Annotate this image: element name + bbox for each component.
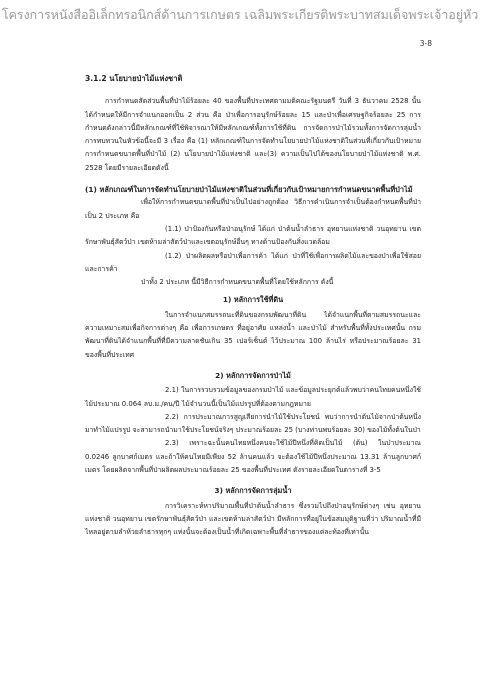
watershed-paragraph: การวิเคราะห์หาปริมาณพื้นที่ป่าต้นน้ำลำธาร ซึ่งรวมไปถึงป่าอนุรักษ์ต่างๆ เช่น อุทยานแห่งชาติ วนอุทยาน เขตรักษาพันธุ์สัตว์ป่า และเขตห้ามล่าสัตว์ป่า มีหลักการที่อยู่ในข้อสมมุติฐานที่ว่า ปริมาณน้ำที่มีไหลอยู่ตามลำห้วยลำธารทุกๆ แห่งนั้นจะต้องเป็นน้ำที่เกิดเฉพาะพื้นที่ลำธารของแต่ละท้องที่เท่านั้น [85, 501, 421, 537]
document-header: โครงการหนังสืออิเล็กทรอนิกส์ด้านการเกษตร เฉลิมพระเกียรติพระบาทสมเด็จพระเจ้าอยู่หัว [1, 7, 479, 22]
land-use-heading: 1) หลักการใช้ที่ดิน [222, 295, 284, 305]
criteria-item-protection-forest: (1.1) ป่าป้องกันหรือป่าอนุรักษ์ ได้แก่ ป่าต้นน้ำลำธาร อุทยานแห่งชาติ วนอุทยาน เขตรักษาพันธุ์สัตว์ป่า เขตห้ามล่าสัตว์ป่าและเขตอนุรักษ์อื่นๆ ทางด้านป้องกันสิ่งแวดล้อม [85, 224, 421, 247]
forest-management-point-2-3: 2.3) เพราะฉะนั้นคนไทยหนึ่งคนจะใช้ไม้ปีหนึ่งที่คิดเป็นไม้ (ต้น) ในป่าประมาณ 0.0246 ลูกบาศก์เมตร และถ้าให้คนไทยมีเพียง 52 ล้านคนแล้ว จะต้องใช้ไม้ปีหนึ่งประมาณ 13.31 ล้านลูกบาศก์เมตร โดยผลิตจากพื้นที่ป่าผลิตผลประมาณร้อยละ 25 ของพื้นที่ประเทศ ดังรายละเอียดในตารางที่ 3-5 [85, 439, 421, 475]
forest-management-point-2-1: 2.1) ในการรวบรวมข้อมูลของกรมป่าไม้ และข้อมูลประยุกต์แล้วพบว่าคนไทยคนหนึ่งใช้ไม้ประมาณ 0.064 ลบ.ม./คน/ปี ไม้จำนวนนี้เป็นไม้แปรรูปที่ต้องตามกฎหมาย [85, 386, 421, 408]
page-body [85, 72, 421, 540]
forest-management-point-2-2: 2.2) การประมาณการสูญเสียการนำไม้ใช้ประโยชน์ พบว่าการนำต้นไม้จากป่าต้นหนึ่งมาทำไม้แปรรูป จะสามารถนำมาใช้ประโยชน์จริงๆ ประมาณร้อยละ 25 (บางท่านพบร้อยละ 30) ของไม้ทั้งต้นในป่า [85, 412, 421, 435]
criteria-item-production-forest: (1.2) ป่าผลิตผลหรือป่าเพื่อการค้า ได้แก่ ป่าที่ใช้เพื่อการผลิตไม้และของป่าเพื่อใช้สอยและการค้า [85, 251, 421, 273]
section-title: 3.1.2 นโยบายป่าไม้แห่งชาติ [85, 74, 183, 83]
criteria-intro-paragraph: เพื่อให้การกำหนดขนาดพื้นที่ป่าเป็นไปอย่างถูกต้อง วิธีการดำเนินการจำเป็นต้องกำหนดพื้นที่ป่าเป็น 2 ประเภท คือ [85, 198, 421, 220]
forest-management-heading: 2) หลักการจัดการป่าไม้ [215, 370, 291, 380]
watershed-heading: 3) หลักการจัดการลุ่มน้ำ [214, 486, 292, 496]
criteria-heading: (1) หลักเกณฑ์ในการจัดทำนโยบายป่าไม้แห่งชาติในส่วนที่เกี่ยวกับเป้าหมายการกำหนดขนาดพื้นที่ป่าไม้ [85, 185, 413, 195]
section-intro-paragraph: การกำหนดสัดส่วนพื้นที่ป่าไม้ร้อยละ 40 ของพื้นที่ประเทศตามมติคณะรัฐมนตรี วันที่ 3 ธันวาคม 2528 นั้น ได้กำหนดให้มีการจำแนกออกเป็น 2 ส่วน คือ ป่าเพื่อการอนุรักษ์ร้อยละ 15 และป่าเพื่อเศรษฐกิจร้อยละ 25 การกำหนดดังกล่าวนี้มีหลักเกณฑ์ที่ใช้พิจารณาให้มีหลักเกณฑ์ทั้งการใช้ที่ดิน การจัดการป่าไม้รวมทั้งการจัดการลุ่มน้ำ การทบทวนในหัวข้อนี้จะมี 3 เรื่อง คือ (1) หลักเกณฑ์ในการจัดทำนโยบายป่าไม้แห่งชาติในส่วนที่เกี่ยวกับเป้าหมายการกำหนดขนาดพื้นที่ป่าไม้ (2) นโยบายป่าไม้แห่งชาติ และ(3) ความเป็นไปได้ของนโยบายป่าไม้แห่งชาติ พ.ศ. 2528 โดยมีรายละเอียดดังนี้ [85, 97, 421, 172]
land-use-paragraph: ในการจำแนกสมรรถนะที่ดินของกรมพัฒนาที่ดิน ได้จำแนกพื้นที่ตามสมรรถนะและความเหมาะสมเพื่อกิจการต่างๆ คือ เพื่อการเกษตร ที่อยู่อาศัย แหล่งน้ำ และป่าไม้ สำหรับพื้นที่ทั้งประเทศนั้น กรมพัฒนาที่ดินได้จำแนกพื้นที่ที่มีความลาดชันเกิน 35 เปอร์เซ็นต์ ไว้ประมาณ 100 ล้านไร่ หรือประมาณร้อยละ 31 ของพื้นที่ประเทศ [85, 310, 421, 359]
page-number: 3-8 [419, 39, 432, 48]
criteria-summary: ป่าทั้ง 2 ประเภท นี้มีวิธีการกำหนดขนาดพื้นที่โดยใช้หลักการ ดังนี้ [141, 278, 334, 287]
